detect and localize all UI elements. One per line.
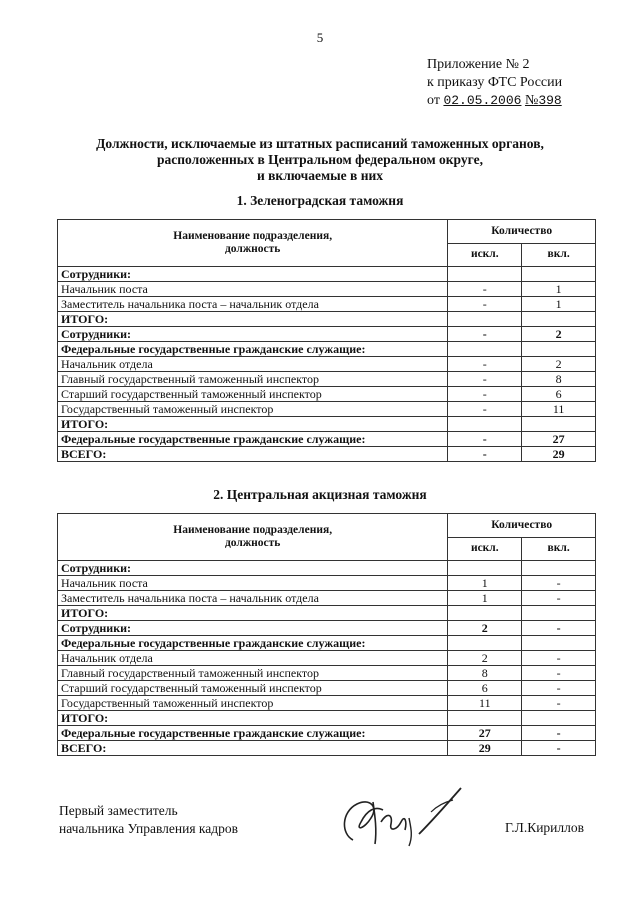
- row-name-cell: ИТОГО:: [58, 312, 448, 327]
- appendix-line2: к приказу ФТС России: [427, 75, 563, 90]
- table-row: [58, 696, 596, 711]
- row-incl-cell: [522, 711, 596, 726]
- row-name-cell: Государственный таможенный инспектор: [58, 402, 448, 417]
- row-excl-cell: [448, 636, 522, 651]
- row-excl-cell: -: [448, 447, 522, 462]
- row-name-cell: ВСЕГО:: [58, 447, 448, 462]
- table-body: [58, 561, 596, 756]
- table-row: [58, 267, 596, 282]
- appendix-from-label: от: [427, 93, 440, 108]
- row-incl-cell: 8: [522, 372, 596, 387]
- row-incl-cell: -: [522, 591, 596, 606]
- row-excl-cell: -: [448, 327, 522, 342]
- row-excl-cell: 2: [448, 651, 522, 666]
- row-incl-cell: 6: [522, 387, 596, 402]
- row-name-cell: ВСЕГО:: [58, 741, 448, 756]
- row-excl-cell: 8: [448, 666, 522, 681]
- table-row: [58, 372, 596, 387]
- row-incl-cell: -: [522, 696, 596, 711]
- table-row: [58, 357, 596, 372]
- table-row: [58, 402, 596, 417]
- section-title: 2. Центральная акцизная таможня: [213, 487, 427, 502]
- header-qty: Количество: [448, 220, 596, 244]
- row-incl-cell: [522, 417, 596, 432]
- row-name-cell: Начальник поста: [58, 282, 448, 297]
- table-row: [58, 651, 596, 666]
- row-incl-cell: [522, 312, 596, 327]
- row-incl-cell: -: [522, 651, 596, 666]
- row-excl-cell: 6: [448, 681, 522, 696]
- table-row: [58, 387, 596, 402]
- table-row: [58, 561, 596, 576]
- header-name: [58, 514, 448, 561]
- table-row: [58, 591, 596, 606]
- row-name-cell: Сотрудники:: [58, 267, 448, 282]
- table-row: [58, 576, 596, 591]
- table-row: [58, 327, 596, 342]
- table-row: [58, 711, 596, 726]
- row-name-cell: Начальник поста: [58, 576, 448, 591]
- row-name-cell: Старший государственный таможенный инспектор: [58, 681, 448, 696]
- row-excl-cell: -: [448, 372, 522, 387]
- row-name-cell: Федеральные государственные гражданские служащие:: [58, 432, 448, 447]
- table-row: [58, 741, 596, 756]
- row-name-cell: ИТОГО:: [58, 417, 448, 432]
- row-name-cell: Заместитель начальника поста – начальник отдела: [58, 591, 448, 606]
- row-excl-cell: -: [448, 432, 522, 447]
- row-incl-cell: 29: [522, 447, 596, 462]
- signatory-position: [59, 802, 238, 838]
- positions-table: [57, 219, 596, 462]
- row-name-cell: Сотрудники:: [58, 327, 448, 342]
- header-qty: Количество: [448, 514, 596, 538]
- header-name-line2: должность: [224, 537, 281, 549]
- row-excl-cell: -: [448, 282, 522, 297]
- row-excl-cell: -: [448, 297, 522, 312]
- row-incl-cell: -: [522, 741, 596, 756]
- signatory-line1: Первый заместитель: [59, 803, 178, 818]
- title-line2: расположенных в Центральном федеральном округе,: [157, 152, 483, 167]
- header-excl: искл.: [448, 537, 522, 561]
- header-name-line1: Наименование подразделения,: [173, 230, 333, 242]
- table-row: [58, 681, 596, 696]
- row-name-cell: Начальник отдела: [58, 357, 448, 372]
- row-name-cell: Федеральные государственные гражданские служащие:: [58, 342, 448, 357]
- table-row: [58, 636, 596, 651]
- appendix-block: [427, 56, 562, 110]
- row-name-cell: Главный государственный таможенный инспектор: [58, 666, 448, 681]
- row-excl-cell: [448, 606, 522, 621]
- row-name-cell: ИТОГО:: [58, 711, 448, 726]
- row-excl-cell: [448, 342, 522, 357]
- table-row: [58, 312, 596, 327]
- row-excl-cell: [448, 312, 522, 327]
- row-name-cell: Федеральные государственные гражданские служащие:: [58, 636, 448, 651]
- row-incl-cell: [522, 561, 596, 576]
- section-title: 1. Зеленоградская таможня: [236, 193, 404, 208]
- row-incl-cell: 11: [522, 402, 596, 417]
- row-incl-cell: 2: [522, 357, 596, 372]
- row-name-cell: Государственный таможенный инспектор: [58, 696, 448, 711]
- row-incl-cell: -: [522, 666, 596, 681]
- table-row: [58, 342, 596, 357]
- row-name-cell: Заместитель начальника поста – начальник отдела: [58, 297, 448, 312]
- row-incl-cell: 2: [522, 327, 596, 342]
- row-name-cell: Сотрудники:: [58, 561, 448, 576]
- row-incl-cell: -: [522, 621, 596, 636]
- header-name: [58, 220, 448, 267]
- row-incl-cell: -: [522, 726, 596, 741]
- row-name-cell: Старший государственный таможенный инспектор: [58, 387, 448, 402]
- header-name-line2: должность: [224, 243, 281, 255]
- table-row: [58, 726, 596, 741]
- signatory-line2: начальника Управления кадров: [59, 821, 239, 836]
- row-excl-cell: 11: [448, 696, 522, 711]
- row-excl-cell: [448, 417, 522, 432]
- table-row: [58, 447, 596, 462]
- row-excl-cell: 2: [448, 621, 522, 636]
- row-incl-cell: [522, 606, 596, 621]
- row-excl-cell: 29: [448, 741, 522, 756]
- row-excl-cell: -: [448, 357, 522, 372]
- row-excl-cell: 1: [448, 576, 522, 591]
- table-row: [58, 432, 596, 447]
- row-incl-cell: [522, 342, 596, 357]
- row-incl-cell: 27: [522, 432, 596, 447]
- row-excl-cell: [448, 267, 522, 282]
- table-body: [58, 267, 596, 462]
- row-excl-cell: [448, 711, 522, 726]
- table-row: [58, 621, 596, 636]
- appendix-date: 02.05.2006: [443, 93, 522, 108]
- row-name-cell: Начальник отдела: [58, 651, 448, 666]
- page-number: 5: [316, 30, 324, 45]
- table-row: [58, 417, 596, 432]
- table-row: [58, 606, 596, 621]
- row-incl-cell: 1: [522, 297, 596, 312]
- row-name-cell: Федеральные государственные гражданские служащие:: [58, 726, 448, 741]
- positions-table: [57, 513, 596, 756]
- row-incl-cell: 1: [522, 282, 596, 297]
- header-incl: вкл.: [522, 243, 596, 267]
- appendix-line1: Приложение № 2: [427, 57, 530, 72]
- appendix-number: 398: [538, 93, 562, 108]
- row-name-cell: ИТОГО:: [58, 606, 448, 621]
- appendix-number-label: №: [524, 93, 539, 108]
- title-line1: Должности, исключаемые из штатных расписаний таможенных органов,: [96, 136, 544, 151]
- row-incl-cell: [522, 636, 596, 651]
- row-incl-cell: -: [522, 576, 596, 591]
- table-row: [58, 666, 596, 681]
- appendix-date-line: [427, 92, 562, 110]
- header-incl: вкл.: [522, 537, 596, 561]
- row-incl-cell: [522, 267, 596, 282]
- title-line3: и включаемые в них: [256, 168, 384, 183]
- row-excl-cell: -: [448, 402, 522, 417]
- row-excl-cell: -: [448, 387, 522, 402]
- row-name-cell: Сотрудники:: [58, 621, 448, 636]
- signatory-name: Г.Л.Кириллов: [505, 820, 584, 835]
- header-excl: искл.: [448, 243, 522, 267]
- row-incl-cell: -: [522, 681, 596, 696]
- row-excl-cell: 1: [448, 591, 522, 606]
- row-name-cell: Главный государственный таможенный инспектор: [58, 372, 448, 387]
- document-title: [40, 136, 600, 184]
- row-excl-cell: 27: [448, 726, 522, 741]
- row-excl-cell: [448, 561, 522, 576]
- table-row: [58, 282, 596, 297]
- header-name-line1: Наименование подразделения,: [173, 524, 333, 536]
- table-row: [58, 297, 596, 312]
- signature-icon: [335, 782, 475, 857]
